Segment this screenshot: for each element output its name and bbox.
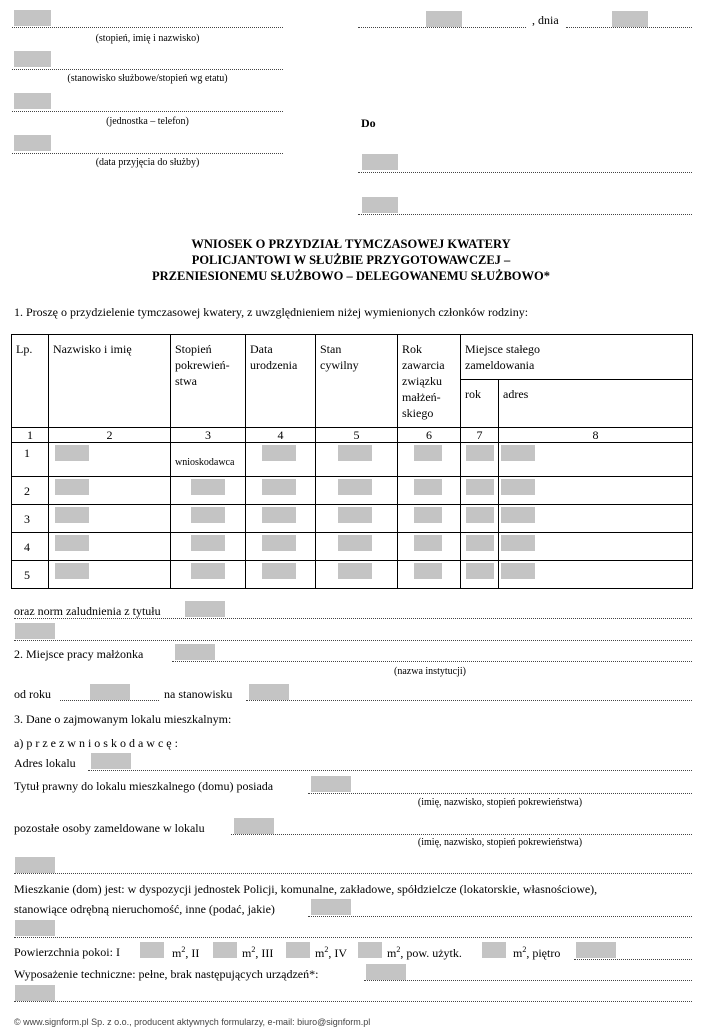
cell-relation[interactable] (171, 477, 246, 505)
spouse-label: 2. Miejsce pracy małżonka (14, 647, 144, 661)
divider (308, 916, 692, 917)
cell-name[interactable] (49, 505, 171, 533)
cell-address[interactable] (499, 533, 693, 561)
section3-label: 3. Dane o zajmowanym lokalu mieszkalnym: (14, 712, 232, 726)
norm-label: oraz norm zaludnienia z tytułu (14, 604, 161, 618)
cell-civil[interactable] (316, 505, 398, 533)
m2-unit: $m^2$, II (172, 945, 200, 960)
cell-birth[interactable] (246, 443, 316, 477)
m2-unit: $m^2$, IV (315, 945, 348, 960)
cell-birth[interactable] (246, 477, 316, 505)
cell-year[interactable] (461, 443, 499, 477)
header-birth-l1: Data (250, 342, 273, 356)
cell-address[interactable] (499, 561, 693, 589)
divider (14, 640, 692, 641)
room3-field[interactable] (286, 942, 310, 958)
from-year-label: od roku (14, 687, 51, 701)
col-number: 6 (398, 428, 461, 443)
date-field[interactable] (612, 11, 648, 27)
cell-relation[interactable] (171, 561, 246, 589)
header-birth-l2: urodzenia (250, 358, 298, 372)
title-holder-field[interactable] (311, 776, 351, 792)
divider (12, 27, 283, 28)
m2-unit: $m^2$, pow. użytk. (387, 945, 462, 960)
cell-marriage[interactable] (398, 477, 461, 505)
header-marriage (398, 335, 461, 428)
to-label: Do (361, 116, 376, 130)
from-year-field[interactable] (90, 684, 130, 700)
divider (574, 959, 692, 960)
col-number: 7 (461, 428, 499, 443)
cell-civil[interactable] (316, 561, 398, 589)
by-applicant-label: a) p r z e z w n i o s k o d a w c ę : (14, 736, 178, 750)
cell-address[interactable] (499, 477, 693, 505)
divider (88, 770, 692, 771)
address-field[interactable] (91, 753, 131, 769)
table-row (12, 533, 693, 561)
divider (566, 27, 692, 28)
header-birth (246, 335, 316, 428)
cell-civil[interactable] (316, 443, 398, 477)
dwelling-line2: stanowiące odrębną nieruchomość, inne (podać, jakie) (14, 902, 275, 916)
table-row (12, 561, 693, 589)
institution-caption: (nazwa instytucji) (394, 666, 466, 677)
cell-relation[interactable] (171, 505, 246, 533)
header-relation (171, 335, 246, 428)
norm-field[interactable] (185, 601, 225, 617)
header-name: Nazwisko i imię (49, 335, 171, 428)
cell-birth[interactable] (246, 505, 316, 533)
others-field-2[interactable] (15, 857, 55, 873)
date-label: , dnia (532, 13, 559, 27)
col-number: 2 (49, 428, 171, 443)
name-field[interactable] (14, 10, 51, 26)
col-number: 8 (499, 428, 693, 443)
cell-civil[interactable] (316, 533, 398, 561)
row-number: 5 (12, 561, 49, 589)
divider (358, 172, 692, 173)
caption-name: (stopień, imię i nazwisko) (95, 33, 200, 44)
header-marriage-l2: zawarcia (402, 358, 445, 372)
header-lp: Lp. (12, 335, 49, 428)
divider (12, 69, 283, 70)
floor-field[interactable] (576, 942, 616, 958)
col-number: 3 (171, 428, 246, 443)
cell-marriage[interactable] (398, 561, 461, 589)
caption-date: (data przyjęcia do służby) (95, 157, 200, 168)
row-number: 1 (12, 443, 49, 477)
norm-field-2[interactable] (15, 623, 55, 639)
cell-relation: wnioskodawca (171, 443, 246, 477)
recipient-field-2[interactable] (362, 197, 398, 213)
caption-position: (stanowisko służbowe/stopień wg etatu) (67, 73, 228, 84)
cell-name[interactable] (49, 443, 171, 477)
header-year: rok (461, 380, 499, 428)
footer: © www.signform.pl Sp. z o.o., producent aktywnych formularzy, e-mail: biuro@signform.pl (14, 1017, 371, 1027)
room1-field[interactable] (140, 942, 164, 958)
cell-birth[interactable] (246, 533, 316, 561)
divider (172, 661, 692, 662)
header-relation-l2: pokrewień- (175, 358, 230, 372)
room2-field[interactable] (213, 942, 237, 958)
cell-year[interactable] (461, 533, 499, 561)
row-number: 4 (12, 533, 49, 561)
position-field[interactable] (14, 51, 51, 67)
divider (231, 834, 692, 835)
table-row (12, 477, 693, 505)
row-number: 2 (12, 477, 49, 505)
cell-civil[interactable] (316, 477, 398, 505)
others-label: pozostałe osoby zameldowane w lokalu (14, 821, 205, 835)
divider (14, 937, 692, 938)
caption-unit: (jednostka – telefon) (106, 116, 189, 127)
cell-marriage[interactable] (398, 505, 461, 533)
recipient-field-1[interactable] (362, 154, 398, 170)
room4-field[interactable] (358, 942, 382, 958)
person-caption-2: (imię, nazwisko, stopień pokrewieństwa) (417, 837, 583, 848)
header-residence-l1: Miejsce stałego (465, 342, 540, 356)
cell-year[interactable] (461, 477, 499, 505)
cell-birth[interactable] (246, 561, 316, 589)
spouse-work-field[interactable] (175, 644, 215, 660)
dwelling-line1: Mieszkanie (dom) jest: w dyspozycji jednostek Policji, komunalne, zakładowe, spółdzielcze (lokatorskie, własnościowe), (14, 882, 598, 896)
cell-name[interactable] (49, 477, 171, 505)
divider (14, 1001, 692, 1002)
equipment-field[interactable] (366, 964, 406, 980)
section1-text: 1. Proszę o przydzielenie tymczasowej kwatery, z uwzględnieniem niżej wymienionych członków rodziny: (14, 305, 529, 319)
equipment-field-2[interactable] (15, 985, 55, 1001)
header-civil-l2: cywilny (320, 358, 359, 372)
divider (246, 700, 692, 701)
cell-address[interactable] (499, 505, 693, 533)
divider (14, 873, 692, 874)
m2-unit: $m^2$, piętro (513, 945, 561, 960)
divider (14, 618, 692, 619)
header-marriage-l1: Rok (402, 342, 423, 356)
header-relation-l1: Stopień (175, 342, 212, 356)
cell-name[interactable] (49, 561, 171, 589)
divider (358, 27, 526, 28)
unit-field[interactable] (14, 93, 51, 109)
form-title-line3: PRZENIESIONEMU SŁUŻBOWO – DELEGOWANEMU SŁUŻBOWO* (152, 269, 550, 283)
divider (358, 214, 692, 215)
person-caption-1: (imię, nazwisko, stopień pokrewieństwa) (417, 797, 583, 808)
equipment-label: Wyposażenie techniczne: pełne, brak następujących urządzeń*: (14, 967, 319, 981)
place-field[interactable] (426, 11, 462, 27)
header-civil-l1: Stan (320, 342, 342, 356)
form-title-line2: POLICJANTOWI W SŁUŻBIE PRZYGOTOWAWCZEJ – (191, 253, 511, 267)
divider (308, 793, 692, 794)
address-label: Adres lokalu (14, 756, 76, 770)
m2-unit: $m^2$, III (242, 945, 274, 960)
position-field[interactable] (249, 684, 289, 700)
form-title-line1: WNIOSEK O PRZYDZIAŁ TYMCZASOWEJ KWATERY (191, 237, 511, 251)
divider (12, 153, 283, 154)
divider (60, 700, 159, 701)
usable-area-field[interactable] (482, 942, 506, 958)
row-number: 3 (12, 505, 49, 533)
header-address: adres (499, 380, 693, 428)
service-date-field[interactable] (14, 135, 51, 151)
position-label: na stanowisku (164, 687, 233, 701)
col-number: 4 (246, 428, 316, 443)
col-number: 1 (12, 428, 49, 443)
cell-name[interactable] (49, 533, 171, 561)
dwelling-other-field-2[interactable] (15, 920, 55, 936)
cell-relation[interactable] (171, 533, 246, 561)
divider (12, 111, 283, 112)
table-row (12, 505, 693, 533)
cell-year[interactable] (461, 505, 499, 533)
header-marriage-l4: małżeń- (402, 390, 441, 404)
cell-address[interactable] (499, 443, 693, 477)
header-marriage-l5: skiego (402, 406, 434, 420)
dwelling-other-field[interactable] (311, 899, 351, 915)
col-number: 5 (316, 428, 398, 443)
header-relation-l3: stwa (175, 374, 197, 388)
header-residence (461, 335, 693, 380)
cell-marriage[interactable] (398, 533, 461, 561)
family-table (11, 334, 693, 589)
table-row (12, 443, 693, 477)
title-label: Tytuł prawny do lokalu mieszkalnego (domu) posiada (14, 779, 274, 793)
header-marriage-l3: związku (402, 374, 442, 388)
divider (364, 980, 692, 981)
header-residence-l2: zameldowania (465, 358, 535, 372)
header-civil (316, 335, 398, 428)
others-field[interactable] (234, 818, 274, 834)
area-label: Powierzchnia pokoi: I (14, 945, 120, 959)
cell-year[interactable] (461, 561, 499, 589)
cell-marriage[interactable] (398, 443, 461, 477)
